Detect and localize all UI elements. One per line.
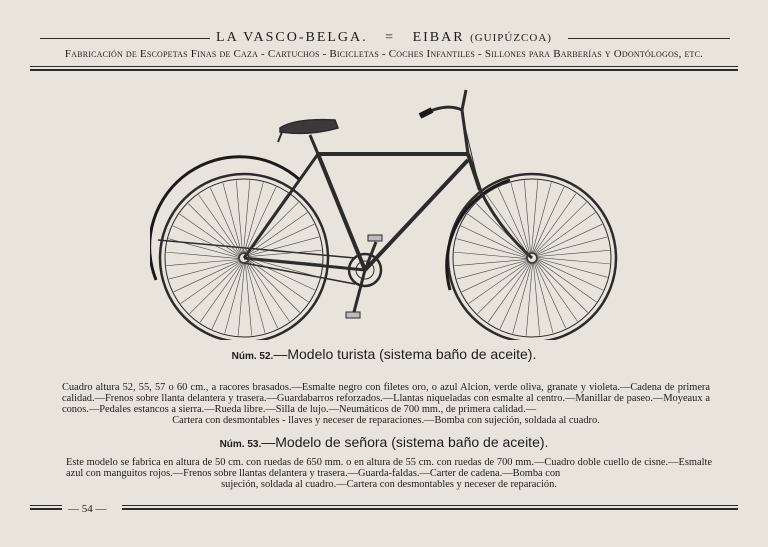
- model-53-description: [66, 457, 712, 490]
- header-products: Fabricación de Escopetas Finas de Caza - Cartuchos - Bicicletas - Coches Infantiles - Sillones para Barberías y Odontólogos, etc.: [64, 48, 704, 60]
- model-52-description-tail: Cartera con desmontables - llaves y neceser de reparaciones.—Bomba con sujeción, soldada al cuadro.: [172, 415, 600, 426]
- header-title: [0, 30, 768, 46]
- model-52-description: [62, 382, 710, 426]
- model-52-description-text: Cuadro altura 52, 55, 57 o 60 cm., a racores brasados.—Esmalte negro con filetes oro, o azul Alcion, verde oliva, granate y violeta.—Cadena de primera calidad.—Frenos sobre llanta delantera y trasera.—Guardabarros reforzados.—Llantas niqueladas con esmalte al centro.—Manillar de paseo.—Moyeaux a conos.—Pedales estancos a sierra.—Rueda libre.—Silla de lujo.—Neumáticos de 700 mm., de primera calidad.—: [62, 382, 710, 415]
- header-separator: =: [385, 30, 396, 45]
- city-name: EIBAR: [412, 30, 465, 45]
- model-53-description-tail: sujeción, soldada al cuadro.—Cartera con desmontables y neceser de reparación.: [221, 479, 557, 490]
- footer-rule-left-top: [30, 505, 62, 506]
- model-52-heading: [0, 346, 768, 362]
- footer-rule-right-bottom: [122, 508, 738, 510]
- page-number: — 54 —: [68, 503, 107, 515]
- bicycle-illustration: [150, 80, 630, 340]
- footer-rule-right-top: [122, 505, 738, 506]
- model-53-number: Núm. 53.: [219, 439, 262, 450]
- model-53-title: —Modelo de señora (sistema baño de aceite).: [261, 434, 549, 450]
- model-53-heading: [0, 434, 768, 450]
- model-52-title: —Modelo turista (sistema baño de aceite).: [273, 346, 537, 362]
- header-double-rule-top: [30, 66, 738, 67]
- province-name: (GUIPÚZCOA): [470, 32, 552, 44]
- header-double-rule-bottom: [30, 69, 738, 71]
- company-name: LA VASCO-BELGA.: [216, 30, 368, 45]
- footer-rule-left-bottom: [30, 508, 62, 510]
- model-52-number: Núm. 52.: [231, 351, 274, 362]
- model-53-description-text: Este modelo se fabrica en altura de 50 cm. con ruedas de 650 mm. o en altura de 55 cm. con ruedas de 700 mm.—Cuadro doble cuello de cisne.—Esmalte azul con manguitos rojos.—Frenos sobre llantas delantera y trasera.—Guarda-faldas.—Carter de cadena.—Bomba con: [66, 457, 712, 479]
